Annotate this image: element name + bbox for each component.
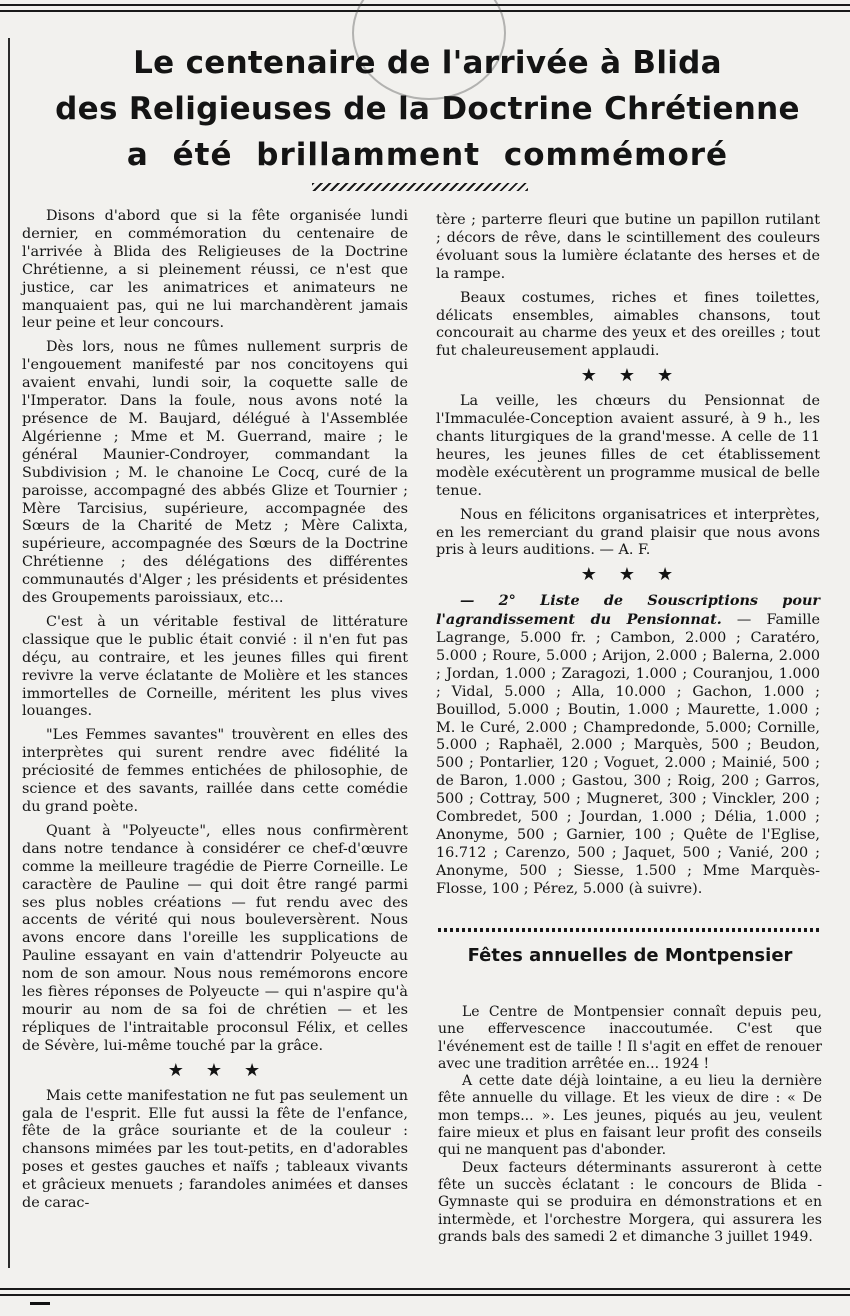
paragraph: Deux facteurs déterminants assureront à cette fête un succès éclatant : le concours de Blida - Gymnaste qui se produira en démonstrations et en intermède, et l'orchestre Morgera, qui assurera les grands bals des samedi 2 et dimanche 3 juillet 1949. [438,1159,822,1245]
paragraph-continued: tère ; parterre fleuri que butine un papillon rutilant ; décors de rêve, dans le scintillement des couleurs évoluant sous la lumière éclatante des herses et de la rampe. [436,212,820,282]
article-headline [20,40,835,178]
paragraph: La veille, les chœurs du Pensionnat de l'Immaculée-Conception avaient assuré, à 9 h., les chants liturgiques de la grand'messe. A celle de 11 heures, les jeunes filles de cet établissement modèle exécutèrent un programme musical de belle tenue. [436,393,820,499]
paragraph: Mais cette manifestation ne fut pas seulement un gala de l'esprit. Elle fut aussi la fête de l'enfance, fête de la grâce souriante et de la couleur : chansons mimées par les tout-petits, en d'adorables poses et gestes gauches et naïfs ; tableaux vivants et grâcieux menuets ; farandoles animées et danses de carac- [22,1087,408,1212]
right-column [436,212,820,905]
left-column [22,208,408,1219]
next-article-fragment [30,1302,50,1315]
headline-line-1: Le centenaire de l'arrivée à Blida [133,45,722,81]
subscription-title: — 2° Liste de Souscriptions pour l'agrandissement du Pensionnat. [436,592,820,629]
paragraph: C'est à un véritable festival de littérature classique que le public était convié : il n'en fut pas déçu, au contraire, et les jeunes filles qui firent revivre la verve éclatante de Molière et les stances immortelles de Corneille, méritent les plus vives louanges. [22,613,408,720]
subscription-list [436,592,820,898]
paragraph: A cette date déjà lointaine, a eu lieu la dernière fête annuelle du village. Et les vieux de dire : « De mon temps... ». Les jeunes, piqués au jeu, veulent faire mieux et plus en faisant leur profit des conseils qui ne manquent pas d'abonder. [438,1073,822,1159]
bottom-rule [0,1288,850,1290]
paragraph: Nous en félicitons organisatrices et interprètes, en les remerciant du grand plaisir que nous avons pris à leurs auditions. — A. F. [436,506,820,559]
headline-line-2: des Religieuses de la Doctrine Chrétienne [55,91,800,127]
paragraph: Beaux costumes, riches et fines toilettes, délicats ensembles, aimables chansons, tout concourait au charme des yeux et des oreilles ; tout fut chaleureusement applaudi. [436,289,820,360]
paragraph: Quant à "Polyeucte", elles nous confirmèrent dans notre tendance à considérer ce chef-d'œuvre comme la meilleure tragédie de Pierre Corneille. Le caractère de Pauline — qui doit être rangé parmi ses plus nobles créations — fut rendu avec des accents de vérité qui nous bouleversèrent. Nous avons encore dans l'oreille les supplications de Pauline essayant en vain d'attendrir Polyeucte au nom de son amour. Nous nous remémorons encore les fières réponses de Polyeucte — qui n'aspire qu'à mourir au nom de sa foi de chrétien — et les répliques de l'intraitable proconsul Félix, et celles de Sévère, lui-même touché par la grâce. [22,822,408,1054]
paragraph: "Les Femmes savantes" trouvèrent en elles des interprètes qui surent rendre avec fidélité la préciosité de femmes entichées de philosophie, de science et des savants, raillée dans cette comédie du grand poète. [22,727,408,815]
left-margin-rule [8,38,10,1268]
section-stars: ★★★ [167,1059,283,1081]
section-stars: ★★★ [580,564,696,586]
bottom-rule-inner [0,1294,850,1296]
paragraph: Dès lors, nous ne fûmes nullement surpris de l'engouement manifesté par nos concitoyens qui avaient envahi, lundi soir, la coquette salle de l'Imperator. Dans la foule, nous avons noté la présence de M. Baujard, délégué à l'Assemblée Algérienne ; Mme et M. Guerrand, maire ; le général Maunier-Condroyer, commandant la Subdivision ; M. le chanoine Le Cocq, curé de la paroisse, accompagné des abbés Glize et Tournier ; Mère Tarcisius, supérieure, accompagnée des Sœurs de la Charité de Metz ; Mère Calixta, supérieure, accompagnée des Sœurs de la Doctrine Chrétienne ; des délégations des différentes communautés d'Alger ; les présidents et présidentes des Groupements paroissiaux, etc... [22,339,408,607]
subscription-body: — Famille Lagrange, 5.000 fr. ; Cambon, 2.000 ; Caratéro, 5.000 ; Roure, 5.000 ; Arijon, 2.000 ; Balerna, 2.000 ; Jordan, 1.000 ; Zaragozi, 1.000 ; Couranjou, 1.000 ; Vidal, 5.000 ; Alla, 10.000 ; Gachon, 1.000 ; Bouillod, 5.000 ; Boutin, 1.000 ; Maurette, 1.000 ; M. le Curé, 2.000 ; Champredonde, 5.000; Cornille, 5.000 ; Raphaël, 2.000 ; Marquès, 500 ; Beudon, 500 ; Pontarlier, 120 ; Voguet, 2.000 ; Mainié, 500 ; de Baron, 1.000 ; Gastou, 300 ; Roig, 200 ; Garros, 500 ; Cottray, 500 ; Mugneret, 300 ; Vinckler, 200 ; Combredet, 500 ; Jourdan, 1.000 ; Délia, 1.000 ; Anonyme, 500 ; Garnier, 100 ; Quête de l'Eglise, 16.712 ; Carenzo, 500 ; Jaquet, 500 ; Vanié, 200 ; Anonyme, 500 ; Siesse, 1.500 ; Mme Marquès-Flosse, 100 ; Pérez, 5.000 (à suivre). [436,612,820,897]
headline-line-3: a été brillamment commémoré [126,137,729,173]
section-stars: ★★★ [580,365,696,387]
article2-title: Fêtes annuelles de Montpensier [467,945,793,966]
article2-body [438,1004,822,1246]
headline-ornament [312,183,528,191]
paragraph: Disons d'abord que si la fête organisée lundi dernier, en commémoration du centenaire de l'arrivée à Blida des Religieuses de la Doctrine Chrétienne, a si pleinement réussi, ce n'est que justice, car les animatrices et animateurs ne manquaient pas, qui ne lui marchandèrent jamais leur peine et leur concours. [22,208,408,332]
paragraph: Le Centre de Montpensier connaît depuis peu, une effervescence inaccoutumée. C'est que l'événement est de taille ! Il s'agit en effet de renouer avec une tradition arrêtée en... 1924 ! [438,1004,822,1072]
section-dotted-rule [438,928,822,932]
